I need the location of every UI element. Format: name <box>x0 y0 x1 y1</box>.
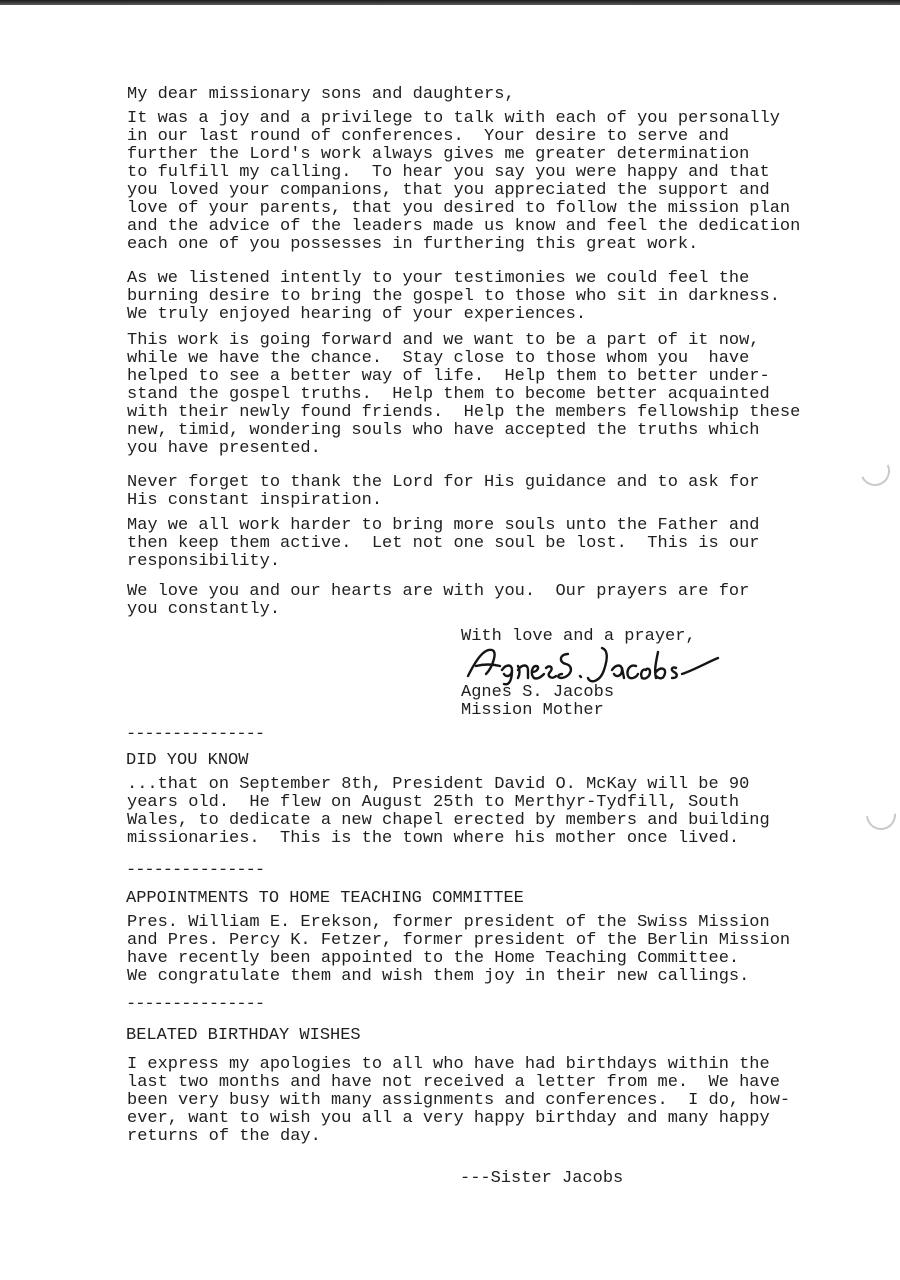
section-heading-appointments: APPOINTMENTS TO HOME TEACHING COMMITTEE <box>126 889 524 908</box>
paragraph-line: further the Lord's work always gives me greater determination <box>127 145 750 164</box>
paragraph-line: you constantly. <box>127 600 281 619</box>
section-line: I express my apologies to all who have had birthdays within the <box>127 1055 770 1074</box>
section-heading-birthday: BELATED BIRTHDAY WISHES <box>126 1026 361 1045</box>
paragraph-line: This work is going forward and we want to be a part of it now, <box>127 331 760 350</box>
section-line: returns of the day. <box>127 1127 321 1146</box>
paragraph-line: love of your parents, that you desired to follow the mission plan <box>127 199 791 218</box>
section-body-birthday <box>127 1056 887 1146</box>
section-divider: --------------- <box>126 861 265 880</box>
paragraph-line: in our last round of conferences. Your desire to serve and <box>127 127 729 146</box>
section-line: been very busy with many assignments and conferences. I do, how- <box>127 1091 791 1110</box>
paragraph-line: We truly enjoyed hearing of your experiences. <box>127 305 587 324</box>
section-line: We congratulate them and wish them joy in their new callings. <box>127 967 750 986</box>
section-line: and Pres. Percy K. Fetzer, former president of the Berlin Mission <box>127 931 791 950</box>
paragraph-2 <box>127 270 887 324</box>
signer-title: Mission Mother <box>461 701 604 720</box>
paragraph-line: We love you and our hearts are with you. Our prayers are for <box>127 582 750 601</box>
paragraph-5 <box>127 517 887 571</box>
paragraph-line: with their newly found friends. Help the members fellowship these <box>127 403 801 422</box>
salutation: My dear missionary sons and daughters, <box>127 85 515 104</box>
paragraph-3 <box>127 332 887 458</box>
section-line: missionaries. This is the town where his mother once lived. <box>127 829 740 848</box>
paragraph-line: His constant inspiration. <box>127 491 383 510</box>
section-line: Pres. William E. Erekson, former president of the Swiss Mission <box>127 913 770 932</box>
paragraph-line: and the advice of the leaders made us know and feel the dedication <box>127 217 801 236</box>
section-line: last two months and have not received a letter from me. We have <box>127 1073 780 1092</box>
paragraph-line: helped to see a better way of life. Help them to better under- <box>127 367 770 386</box>
section-line: ever, want to wish you all a very happy birthday and many happy <box>127 1109 770 1128</box>
paragraph-line: then keep them active. Let not one soul be lost. This is our <box>127 534 760 553</box>
signer-name: Agnes S. Jacobs <box>461 683 615 702</box>
sign-off: ---Sister Jacobs <box>460 1169 624 1188</box>
section-body-did-you-know <box>127 776 887 848</box>
section-line: ...that on September 8th, President David O. McKay will be 90 <box>127 775 750 794</box>
paragraph-line: each one of you possesses in furthering this great work. <box>127 235 699 254</box>
section-line: years old. He flew on August 25th to Merthyr-Tydfill, South <box>127 793 740 812</box>
paragraph-line: while we have the chance. Stay close to those whom you have <box>127 349 750 368</box>
paragraph-line: to fulfill my calling. To hear you say you were happy and that <box>127 163 770 182</box>
paragraph-6 <box>127 583 887 619</box>
paragraph-line: May we all work harder to bring more souls unto the Father and <box>127 516 760 535</box>
section-divider: --------------- <box>126 995 265 1014</box>
paragraph-4 <box>127 474 887 510</box>
paragraph-line: burning desire to bring the gospel to those who sit in darkness. <box>127 287 780 306</box>
paragraph-line: new, timid, wondering souls who have accepted the truths which <box>127 421 760 440</box>
paragraph-line: you have presented. <box>127 439 321 458</box>
section-line: have recently been appointed to the Home Teaching Committee. <box>127 949 740 968</box>
signature-block <box>461 684 614 720</box>
paragraph-line: It was a joy and a privilege to talk with each of you personally <box>127 109 780 128</box>
closing-line: With love and a prayer, <box>461 627 696 646</box>
paragraph-line: stand the gospel truths. Help them to become better acquainted <box>127 385 770 404</box>
paragraph-line: As we listened intently to your testimonies we could feel the <box>127 269 750 288</box>
section-line: Wales, to dedicate a new chapel erected by members and building <box>127 811 770 830</box>
section-heading-did-you-know: DID YOU KNOW <box>126 751 249 770</box>
paragraph-1 <box>127 110 887 254</box>
section-divider: --------------- <box>126 725 265 744</box>
paragraph-line: responsibility. <box>127 552 281 571</box>
paragraph-line: Never forget to thank the Lord for His guidance and to ask for <box>127 473 760 492</box>
paragraph-line: you loved your companions, that you appreciated the support and <box>127 181 770 200</box>
handwritten-signature <box>462 640 727 688</box>
section-body-appointments <box>127 914 887 986</box>
